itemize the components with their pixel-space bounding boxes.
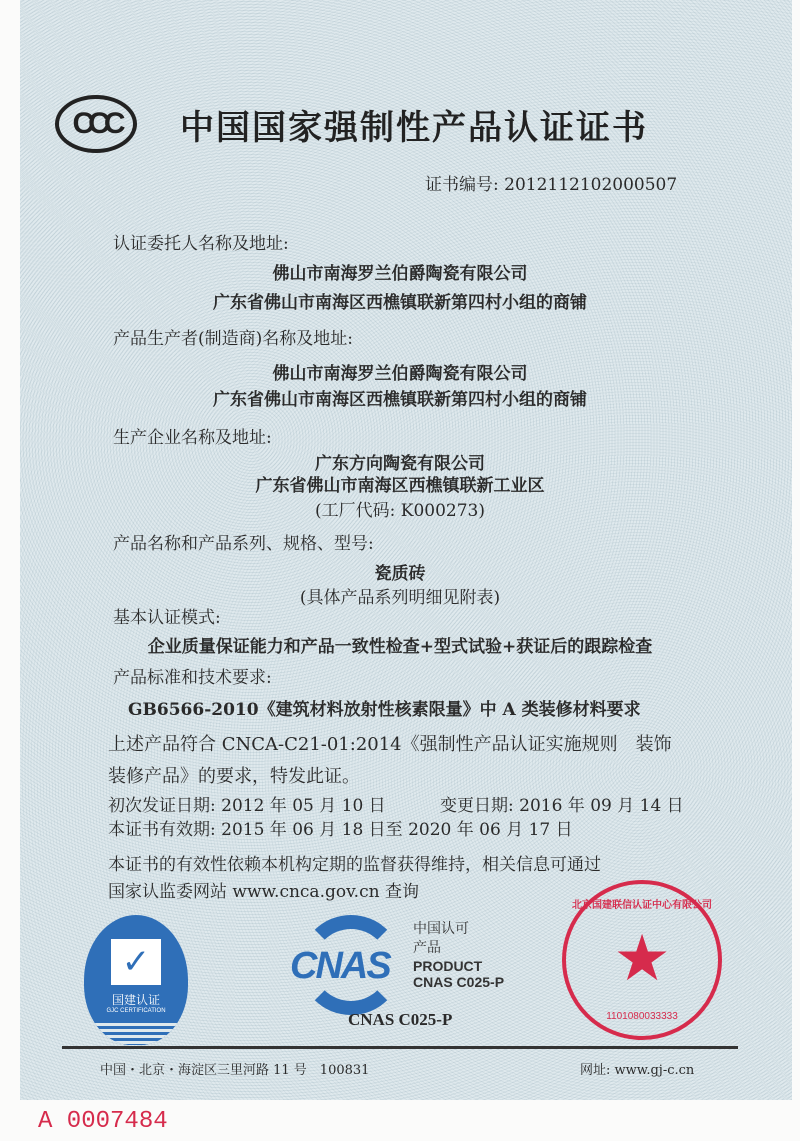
factory-name: 广东方向陶瓷有限公司: [315, 454, 485, 474]
cnas-line: 中国认可: [413, 921, 469, 937]
gjc-certification-logo: [84, 915, 188, 1045]
certificate-title: 中国国家强制性产品认证证书: [180, 108, 648, 148]
notice-line-1: 本证书的有效性依赖本机构定期的监督获得维持，相关信息可通过: [108, 855, 601, 875]
checkmark-icon: ✓: [111, 939, 161, 985]
manufacturer-name: 佛山市南海罗兰伯爵陶瓷有限公司: [272, 364, 528, 384]
official-seal: [562, 880, 722, 1040]
footer-website: 网址: www.gj-c.cn: [580, 1063, 695, 1078]
conformity-line-1: 上述产品符合 CNCA-C21-01:2014《强制性产品认证实施规则 装饰: [108, 734, 672, 755]
footer-address: 中国・北京・海淀区三里河路 11 号 100831: [100, 1063, 370, 1078]
standard-value: GB6566-2010《建筑材料放射性核素限量》中 A 类装修材料要求: [128, 700, 641, 720]
cnas-caption: CNAS C025-P: [348, 1010, 453, 1029]
change-date: 变更日期: 2016 年 09 月 14 日: [440, 796, 684, 816]
product-label: 产品名称和产品系列、规格、型号:: [113, 534, 374, 554]
gjc-logo-en: GJC CERTIFICATION: [106, 1008, 166, 1014]
validity-period: 本证书有效期: 2015 年 06 月 18 日至 2020 年 06 月 17 日: [108, 820, 573, 840]
star-icon: ★: [613, 922, 671, 996]
cnas-logo: [290, 915, 410, 1015]
product-name: 瓷质砖: [374, 564, 426, 584]
factory-address: 广东省佛山市南海区西樵镇联新工业区: [255, 476, 545, 496]
gjc-logo-cn: 国建认证: [111, 993, 160, 1007]
applicant-name: 佛山市南海罗兰伯爵陶瓷有限公司: [272, 264, 528, 284]
certificate-number: 证书编号: 2012112102000507: [425, 175, 678, 195]
conformity-line-2: 装修产品》的要求，特发此证。: [108, 766, 360, 787]
cnas-line: 产品: [413, 940, 441, 956]
mode-label: 基本认证模式:: [113, 608, 221, 628]
notice-line-2: 国家认监委网站 www.cnca.gov.cn 查询: [108, 882, 419, 902]
mode-value: 企业质量保证能力和产品一致性检查+型式试验+获证后的跟踪检查: [147, 637, 653, 657]
factory-code: (工厂代码: K000273): [315, 501, 485, 521]
applicant-label: 认证委托人名称及地址:: [113, 234, 289, 254]
ccc-logo: CCC: [55, 95, 137, 153]
serial-number: A 0007484: [38, 1108, 168, 1135]
product-note: (具体产品系列明细见附表): [299, 588, 501, 608]
factory-label: 生产企业名称及地址:: [113, 428, 272, 448]
first-issue-date: 初次发证日期: 2012 年 05 月 10 日: [108, 796, 386, 816]
footer-divider: [62, 1046, 738, 1049]
cnas-mark: CNAS: [290, 945, 390, 987]
manufacturer-address: 广东省佛山市南海区西樵镇联新第四村小组的商铺: [213, 390, 587, 410]
seal-number: 1101080033333: [606, 1011, 678, 1022]
standard-label: 产品标准和技术要求:: [113, 668, 272, 688]
cnas-line: PRODUCT: [413, 958, 483, 974]
applicant-address: 广东省佛山市南海区西樵镇联新第四村小组的商铺: [213, 293, 587, 313]
cnas-text: [413, 920, 504, 990]
cnas-line: CNAS C025-P: [413, 974, 505, 990]
seal-name: 北京国建联信认证中心有限公司: [572, 900, 712, 911]
manufacturer-label: 产品生产者(制造商)名称及地址:: [113, 329, 353, 349]
